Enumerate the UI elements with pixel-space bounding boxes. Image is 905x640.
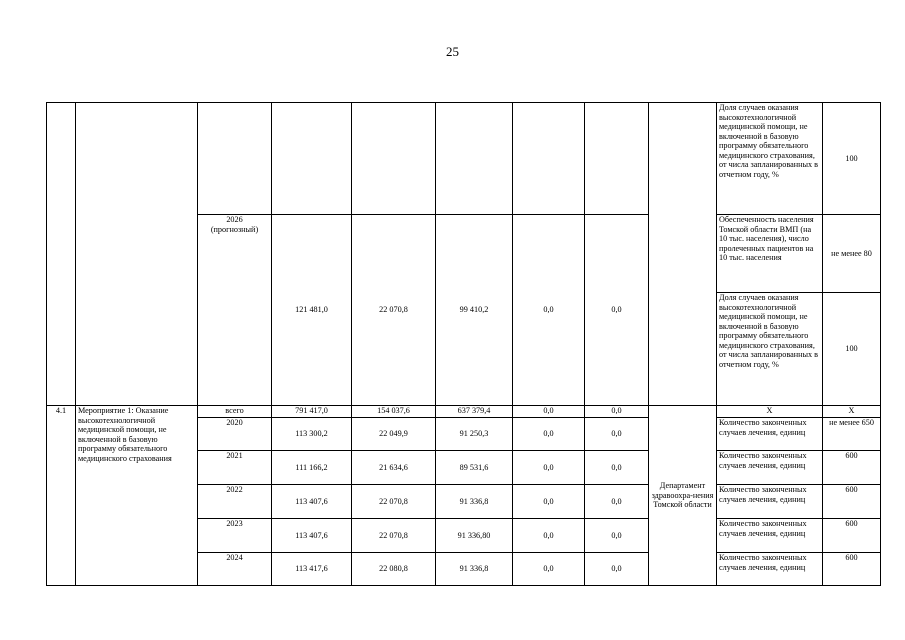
value-total: 111 166,2: [272, 451, 352, 485]
indicator-value: 100: [823, 293, 881, 406]
indicator-text: Обеспеченность населения Томской области ВМП (на 10 тыс. населения), число пролеченных пациентов на 10 тыс. населения: [717, 215, 823, 293]
value-total: 121 481,0: [272, 215, 352, 406]
page-number: 25: [446, 44, 459, 59]
value-other: 0,0: [585, 519, 649, 553]
year-cell: 2022: [198, 485, 272, 519]
year-empty: [198, 103, 272, 215]
value-federal: 22 049,9: [352, 418, 436, 451]
value-total: 113 407,6: [272, 519, 352, 553]
value-local: 0,0: [513, 451, 585, 485]
value-regional: 89 531,6: [436, 451, 513, 485]
value-other: 0,0: [585, 553, 649, 586]
program-table: [46, 102, 881, 586]
year-cell: 2026 (прогнозный): [198, 215, 272, 406]
value-federal: 21 634,6: [352, 451, 436, 485]
value-regional: 91 336,80: [436, 519, 513, 553]
value-federal: 22 080,8: [352, 553, 436, 586]
value-empty: [513, 103, 585, 215]
indicator-text: Доля случаев оказания высокотехнологичной медицинской помощи, не включенной в базовую программу обязательного медицинского страхования, от числа запланированных в отчетном году, %: [717, 103, 823, 215]
value-local: 0,0: [513, 519, 585, 553]
value-regional: 91 250,3: [436, 418, 513, 451]
value-total: 791 417,0: [272, 406, 352, 418]
value-total: 113 417,6: [272, 553, 352, 586]
value-total: 113 300,2: [272, 418, 352, 451]
indicator-value: Х: [823, 406, 881, 418]
value-local: 0,0: [513, 215, 585, 406]
executor: Департамент здравоохра-нения Томской области: [649, 406, 717, 586]
value-empty: [272, 103, 352, 215]
value-other: 0,0: [585, 406, 649, 418]
value-regional: 99 410,2: [436, 215, 513, 406]
value-other: 0,0: [585, 485, 649, 519]
value-federal: 22 070,8: [352, 215, 436, 406]
value-federal: 22 070,8: [352, 485, 436, 519]
indicator-text: Количество законченных случаев лечения, единиц: [717, 418, 823, 451]
year-cell: 2024: [198, 553, 272, 586]
indicator-text: Количество законченных случаев лечения, единиц: [717, 485, 823, 519]
value-local: 0,0: [513, 485, 585, 519]
activity-name-empty: [76, 103, 198, 406]
year-cell: 2021: [198, 451, 272, 485]
indicator-text: Доля случаев оказания высокотехнологичной медицинской помощи, не включенной в базовую программу обязательного медицинского страхования, от числа запланированных в отчетном году, %: [717, 293, 823, 406]
value-empty: [352, 103, 436, 215]
value-other: 0,0: [585, 418, 649, 451]
indicator-value: не менее 80: [823, 215, 881, 293]
year-cell: всего: [198, 406, 272, 418]
indicator-value: 600: [823, 451, 881, 485]
value-local: 0,0: [513, 406, 585, 418]
value-local: 0,0: [513, 553, 585, 586]
year-cell: 2023: [198, 519, 272, 553]
indicator-value: не менее 650: [823, 418, 881, 451]
indicator-text: Х: [717, 406, 823, 418]
year-cell: 2020: [198, 418, 272, 451]
value-empty: [585, 103, 649, 215]
value-regional: 637 379,4: [436, 406, 513, 418]
value-regional: 91 336,8: [436, 553, 513, 586]
value-federal: 22 070,8: [352, 519, 436, 553]
indicator-text: Количество законченных случаев лечения, единиц: [717, 519, 823, 553]
value-federal: 154 037,6: [352, 406, 436, 418]
indicator-value: 600: [823, 519, 881, 553]
executor-empty: [649, 103, 717, 406]
row-number-empty: [47, 103, 76, 406]
value-other: 0,0: [585, 451, 649, 485]
indicator-text: Количество законченных случаев лечения, единиц: [717, 553, 823, 586]
activity-name: Мероприятие 1: Оказание высокотехнологичной медицинской помощи, не включенной в базовую программу обязательного медицинского страхования: [76, 406, 198, 586]
indicator-value: 100: [823, 103, 881, 215]
indicator-value: 600: [823, 553, 881, 586]
value-empty: [436, 103, 513, 215]
indicator-text: Количество законченных случаев лечения, единиц: [717, 451, 823, 485]
value-local: 0,0: [513, 418, 585, 451]
value-total: 113 407,6: [272, 485, 352, 519]
row-number: 4.1: [47, 406, 76, 586]
indicator-value: 600: [823, 485, 881, 519]
value-regional: 91 336,8: [436, 485, 513, 519]
value-other: 0,0: [585, 215, 649, 406]
